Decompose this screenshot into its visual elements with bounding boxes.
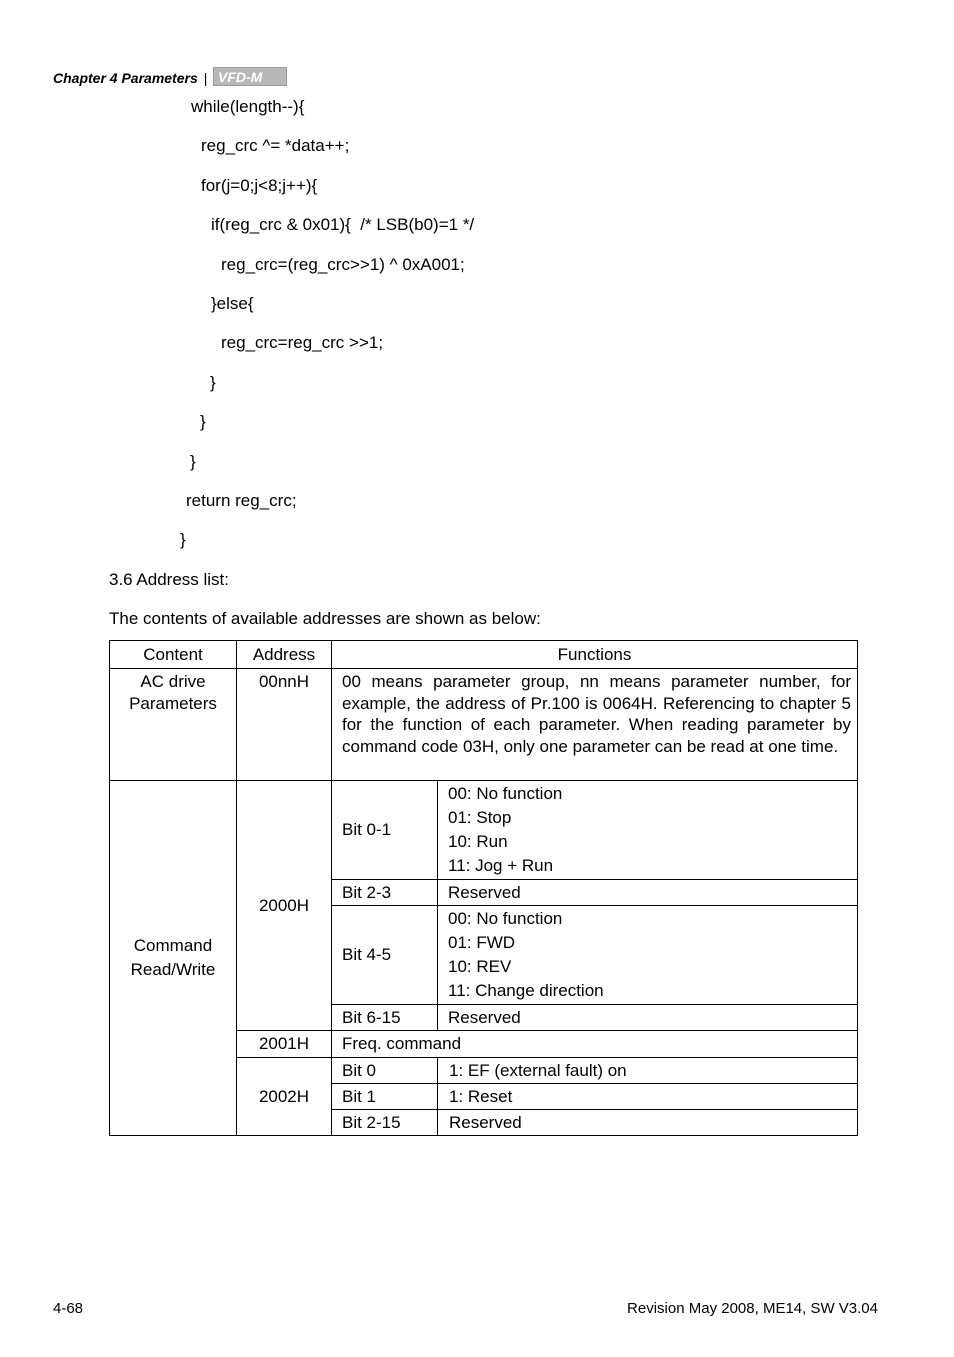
- freq-command: Freq. command: [332, 1031, 858, 1058]
- code-line: }: [200, 412, 206, 431]
- page-number: 4-68: [53, 1300, 84, 1317]
- table-row: [110, 781, 858, 880]
- chapter-title: Chapter 4 Parameters: [53, 69, 198, 86]
- address-2000h: 2000H: [237, 781, 332, 1031]
- table-header-row: [110, 641, 858, 669]
- code-line: for(j=0;j<8;j++){: [201, 176, 318, 195]
- code-line: reg_crc=(reg_crc>>1) ^ 0xA001;: [221, 255, 465, 274]
- section-heading: 3.6 Address list:: [109, 570, 230, 589]
- code-line: reg_crc=reg_crc >>1;: [221, 333, 384, 352]
- bit-0-1-values: 00: No function 01: Stop 10: Run 11: Jog + Run: [438, 781, 858, 880]
- page-header: [53, 68, 287, 87]
- bit-2-15-value: Reserved: [438, 1110, 858, 1136]
- address-table: [109, 640, 858, 1136]
- code-line: }: [210, 373, 216, 392]
- ac-drive-functions: 00 means parameter group, nn means parameter number, for example, the address of Pr.100 is 0064H. Referencing to chapter 5 for the function of each parameter. When reading parameter by command code 03H, only one parameter can be read at one time.: [332, 669, 858, 781]
- revision-info: Revision May 2008, ME14, SW V3.04: [627, 1300, 878, 1317]
- bit-4-5-label: Bit 4-5: [332, 906, 438, 1005]
- code-line: while(length--){: [191, 97, 305, 116]
- header-content: Content: [110, 641, 237, 669]
- table-row: [110, 669, 858, 781]
- bit-1-value: 1: Reset: [438, 1084, 858, 1110]
- code-line: }else{: [211, 294, 254, 313]
- bit-2-3-value: Reserved: [438, 880, 858, 906]
- code-line: if(reg_crc & 0x01){ /* LSB(b0)=1 */: [211, 215, 475, 234]
- bit-0-value: 1: EF (external fault) on: [438, 1058, 858, 1084]
- code-line: }: [190, 452, 196, 471]
- code-line: return reg_crc;: [186, 491, 297, 510]
- section-intro: The contents of available addresses are shown as below:: [109, 609, 541, 628]
- code-line: }: [180, 530, 186, 549]
- bit-6-15-label: Bit 6-15: [332, 1005, 438, 1031]
- ac-drive-content: AC drive Parameters: [110, 669, 237, 781]
- header-functions: Functions: [332, 641, 858, 669]
- bit-6-15-value: Reserved: [438, 1005, 858, 1031]
- bit-0-label: Bit 0: [332, 1058, 438, 1084]
- address-2001h: 2001H: [237, 1031, 332, 1058]
- bit-2-3-label: Bit 2-3: [332, 880, 438, 906]
- address-2002h: 2002H: [237, 1058, 332, 1136]
- command-content: Command Read/Write: [110, 781, 237, 1136]
- vfd-m-logo: [213, 67, 287, 86]
- bit-1-label: Bit 1: [332, 1084, 438, 1110]
- bit-0-1-label: Bit 0-1: [332, 781, 438, 880]
- code-line: reg_crc ^= *data++;: [201, 136, 350, 155]
- bit-4-5-values: 00: No function 01: FWD 10: REV 11: Change direction: [438, 906, 858, 1005]
- ac-drive-address: 00nnH: [237, 669, 332, 781]
- bit-2-15-label: Bit 2-15: [332, 1110, 438, 1136]
- header-separator: |: [203, 69, 208, 86]
- svg-text:VFD-M: VFD-M: [218, 69, 263, 85]
- header-address: Address: [237, 641, 332, 669]
